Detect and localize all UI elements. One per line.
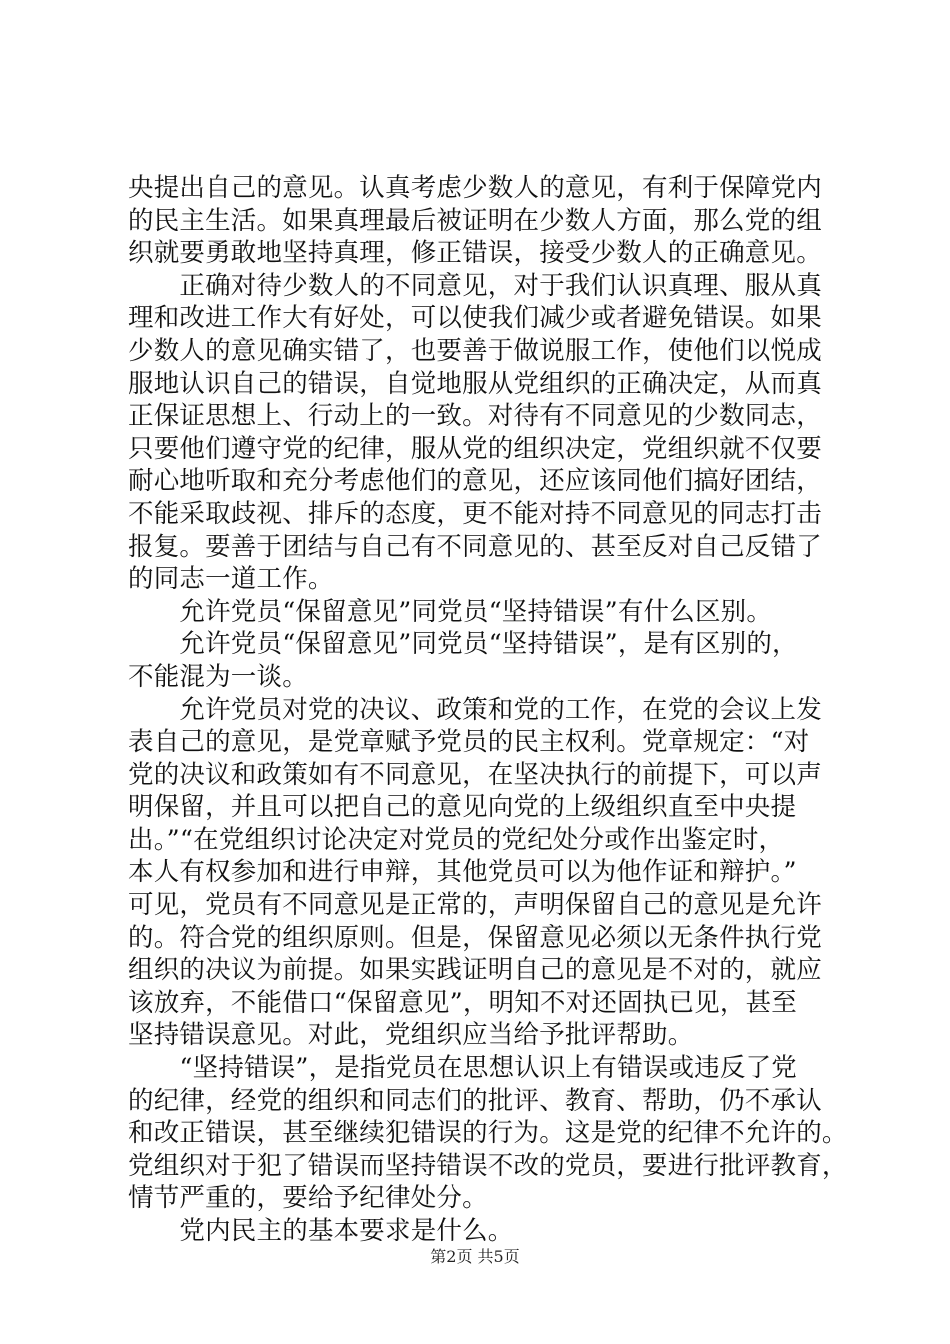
text-line: 只要他们遵守党的纪律，服从党的组织决定，党组织就不仅要 [128, 433, 822, 464]
text-line: 耐心地听取和充分考虑他们的意见，还应该同他们搞好团结， [128, 466, 822, 497]
text-line: 允许党员“保留意见”同党员“坚持错误”，是有区别的， [128, 629, 798, 660]
question-heading: 允许党员“保留意见”同党员“坚持错误”有什么区别。 [128, 596, 773, 627]
text-line: 本人有权参加和进行申辩，其他党员可以为他作证和辩护。” [128, 857, 797, 888]
text-line: 党的决议和政策如有不同意见，在坚决执行的前提下，可以声 [128, 759, 822, 790]
text-line: 允许党员对党的决议、政策和党的工作，在党的会议上发 [128, 694, 822, 725]
text-line: 服地认识自己的错误，自觉地服从党组织的正确决定，从而真 [128, 368, 822, 399]
text-line: 正保证思想上、行动上的一致。对待有不同意见的少数同志， [128, 401, 822, 432]
text-line: 理和改进工作大有好处，可以使我们减少或者避免错误。如果 [128, 303, 822, 334]
question-heading: 党内民主的基本要求是什么。 [128, 1216, 514, 1246]
document-body [128, 172, 848, 1248]
text-line: 的纪律，经党的组织和同志们的批评、教育、帮助，仍不承认 [128, 1085, 822, 1116]
text-line: 表自己的意见，是党章赋予党员的民主权利。党章规定：“对 [128, 727, 810, 758]
text-line: 正确对待少数人的不同意见，对于我们认识真理、服从真 [128, 270, 822, 301]
text-line: 不能采取歧视、排斥的态度，更不能对持不同意见的同志打击 [128, 498, 822, 529]
text-line: 的同志一道工作。 [128, 564, 334, 595]
page-number-label: 第2页 共5页 [430, 1247, 520, 1266]
text-line: 和改正错误，甚至继续犯错误的行为。这是党的纪律不允许的。 [128, 1118, 848, 1149]
text-line: “坚持错误”，是指党员在思想认识上有错误或违反了党 [128, 1053, 797, 1084]
text-line: 少数人的意见确实错了，也要善于做说服工作，使他们以悦成 [128, 335, 822, 366]
text-line: 党组织对于犯了错误而坚持错误不改的党员，要进行批评教育， [128, 1150, 848, 1181]
text-line: 的。符合党的组织原则。但是，保留意见必须以无条件执行党 [128, 922, 822, 953]
text-line: 可见，党员有不同意见是正常的，声明保留自己的意见是允许 [128, 890, 822, 921]
text-line: 不能混为一谈。 [128, 661, 308, 692]
text-line: 报复。要善于团结与自己有不同意见的、甚至反对自己反错了 [128, 531, 822, 562]
page-footer [0, 1244, 950, 1267]
text-line: 坚持错误意见。对此，党组织应当给予批评帮助。 [128, 1020, 694, 1051]
text-line: 央提出自己的意见。认真考虑少数人的意见，有利于保障党内 [128, 173, 822, 203]
text-line: 情节严重的，要给予纪律处分。 [128, 1183, 488, 1214]
text-line: 出。”“在党组织讨论决定对党员的党纪处分或作出鉴定时， [128, 824, 785, 855]
text-line: 织就要勇敢地坚持真理，修正错误，接受少数人的正确意见。 [128, 238, 822, 269]
text-line: 该放弃，不能借口“保留意见”，明知不对还固执已见，甚至 [128, 987, 797, 1018]
text-line: 的民主生活。如果真理最后被证明在少数人方面，那么党的组 [128, 205, 822, 236]
text-line: 组织的决议为前提。如果实践证明自己的意见是不对的，就应 [128, 955, 822, 986]
text-line: 明保留，并且可以把自己的意见向党的上级组织直至中央提 [128, 792, 797, 823]
